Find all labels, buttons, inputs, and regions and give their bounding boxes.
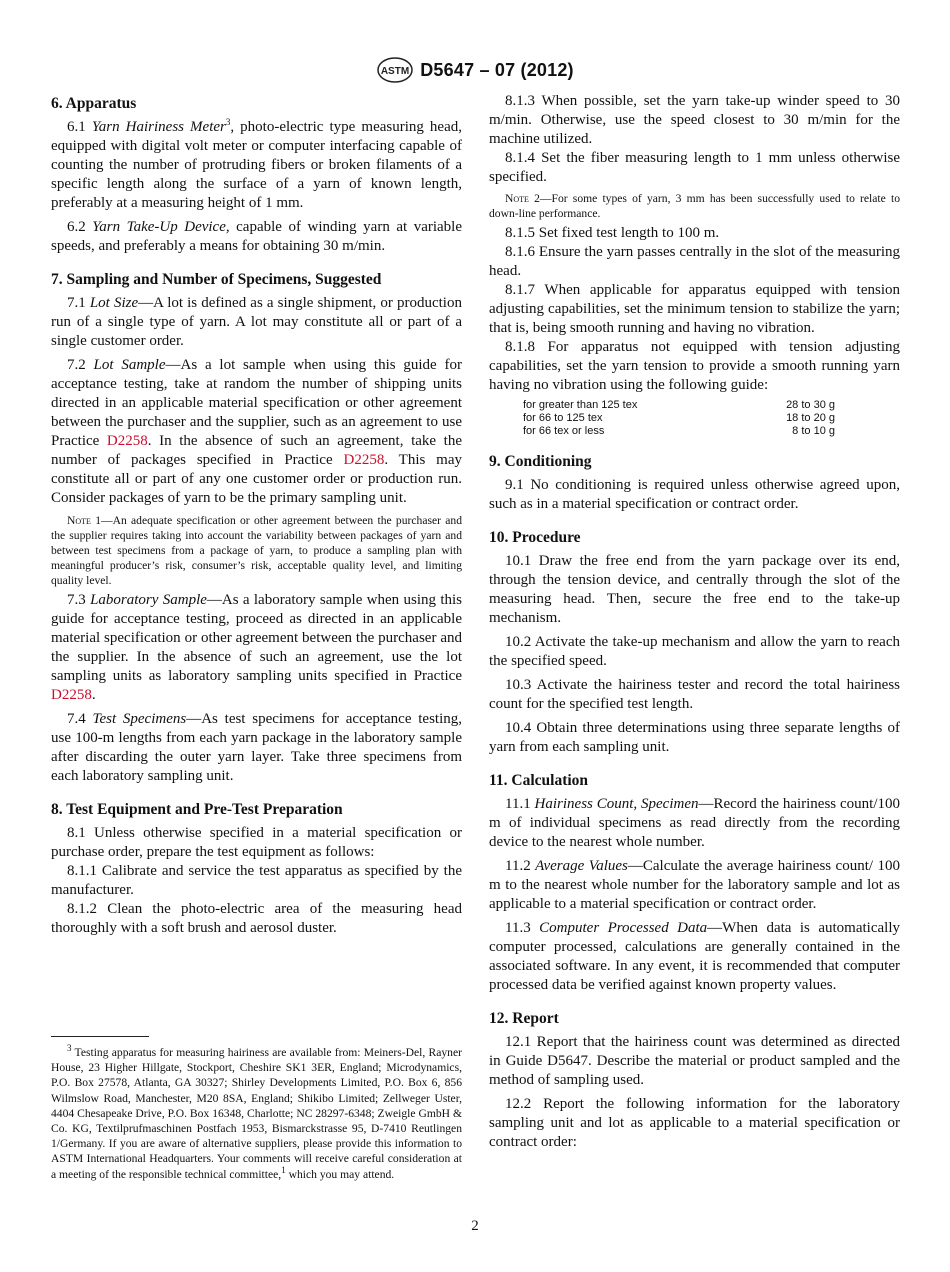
document-id: D5647 – 07 (2012) bbox=[420, 59, 574, 80]
text-run: 8.1.1 Calibrate and service the test apparatus as specified by the manufacturer. bbox=[51, 863, 462, 898]
italic-term: Computer Processed Data bbox=[539, 920, 708, 936]
italic-term: Laboratory Sample bbox=[90, 592, 207, 608]
tension-value: 28 to 30 g bbox=[786, 399, 835, 411]
text-run: 8.1 Unless otherwise specified in a material specification or purchase order, prepare the test equipment as follows: bbox=[51, 825, 462, 860]
italic-term: Lot Size bbox=[89, 295, 139, 311]
section-heading: 11. Calculation bbox=[489, 772, 589, 789]
text-run: , photo-electric type measuring head, equipped with digital volt meter or computer interfacing capable of counting the number of protruding fibers or broken filaments of a specific length along the surface of a yarn of known length, preferably at a measuring height of 1 mm. bbox=[51, 119, 462, 211]
paragraph bbox=[51, 218, 462, 256]
text-run: 11.1 bbox=[505, 796, 535, 812]
footnote-area bbox=[51, 1036, 462, 1182]
paragraph bbox=[489, 224, 900, 243]
standard-link[interactable]: D2258 bbox=[106, 433, 148, 449]
page-header bbox=[0, 56, 950, 84]
text-run: 11.2 bbox=[505, 858, 536, 874]
footnote-3 bbox=[51, 1045, 462, 1182]
paragraph bbox=[51, 900, 462, 938]
text-run: 8.1.7 When applicable for apparatus equipped with tension adjusting capabilities, set the minimum tension to stabilize the yarn; that is, being smooth running and having no vibration. bbox=[489, 282, 900, 336]
section-heading: 9. Conditioning bbox=[489, 453, 592, 470]
text-run: 12.2 Report the following information for the laboratory sampling unit and lot as applicable to a material specification or contract order: bbox=[489, 1096, 900, 1150]
paragraph bbox=[489, 92, 900, 149]
astm-logo-icon bbox=[376, 56, 414, 84]
text-run: 12.1 Report that the hairiness count was determined as directed in Guide D5647. Describe the material or product sampled and the method of sampling used. bbox=[489, 1034, 900, 1088]
text-run: 6.2 bbox=[67, 219, 93, 235]
standard-link[interactable]: D2258 bbox=[343, 452, 385, 468]
paragraph bbox=[489, 795, 900, 852]
section-heading: 8. Test Equipment and Pre-Test Preparation bbox=[51, 801, 343, 818]
yarn-range: for 66 to 125 tex bbox=[523, 412, 603, 424]
footnote-divider bbox=[51, 1036, 149, 1037]
text-run: which you may attend. bbox=[285, 1167, 395, 1181]
table-row bbox=[523, 425, 835, 438]
text-run: 8.1.5 Set fixed test length to 100 m. bbox=[505, 225, 720, 241]
tension-value: 8 to 10 g bbox=[792, 425, 835, 437]
text-run: —As test specimens for acceptance testing, use 100-m lengths from each yarn package in the laboratory sample after discarding the outer yarn layer. Take three specimens from each laboratory sampling unit. bbox=[51, 711, 462, 784]
text-run: 9.1 No conditioning is required unless otherwise agreed upon, such as in a material specification or contract order. bbox=[489, 477, 900, 512]
paragraph bbox=[489, 1033, 900, 1090]
paragraph bbox=[51, 824, 462, 862]
footnote-ref: 1 bbox=[281, 1164, 286, 1175]
note-label: Note bbox=[505, 192, 529, 205]
paragraph bbox=[489, 719, 900, 757]
text-run: 1—An adequate specification or other agreement between the purchaser and the supplier requires taking into account the variability between packages of yarn and between test specimens from a package of yarn, to produce a sampling plan with meaningful producer’s risk, consumer’s risk, acceptable quality level, and limiting quality level. bbox=[51, 514, 462, 587]
right-column bbox=[489, 92, 900, 1157]
paragraph bbox=[489, 633, 900, 671]
text-run: 10.3 Activate the hairiness tester and record the total hairiness count for the specified test length. bbox=[489, 677, 900, 712]
italic-term: Average Values bbox=[535, 858, 628, 874]
paragraph bbox=[51, 710, 462, 786]
page-number: 2 bbox=[471, 1218, 479, 1234]
paragraph bbox=[51, 591, 462, 705]
standard-link[interactable]: D2258 bbox=[51, 687, 92, 703]
text-run: —A lot is defined as a single shipment, or production run of a single type of yarn. A lot may constitute all or part of a single customer order. bbox=[51, 295, 462, 349]
yarn-range: for greater than 125 tex bbox=[523, 399, 638, 411]
paragraph bbox=[489, 1095, 900, 1152]
footnote-ref: 3 bbox=[225, 117, 231, 127]
text-run: . In the absence of such an agreement, take the number of packages specified in Practice bbox=[51, 433, 462, 468]
text-run: capable of winding yarn at variable speeds, and preferably a means for obtaining 30 m/min. bbox=[51, 219, 463, 254]
table-row bbox=[523, 412, 835, 425]
yarn-range: for 66 tex or less bbox=[523, 425, 605, 437]
footnote-ref: 3 bbox=[67, 1043, 72, 1054]
note-label: Note bbox=[67, 514, 91, 527]
section-heading: 10. Procedure bbox=[489, 529, 581, 546]
table-row bbox=[523, 399, 835, 412]
paragraph bbox=[51, 862, 462, 900]
text-run: 10.4 Obtain three determinations using three separate lengths of yarn from each sampling unit. bbox=[489, 720, 900, 755]
paragraph bbox=[51, 118, 462, 213]
text-run: 8.1.3 When possible, set the yarn take-up winder speed to 30 m/min. Otherwise, use the speed closest to 30 m/min for the machine utilized. bbox=[489, 93, 900, 147]
note-paragraph bbox=[51, 513, 462, 588]
italic-term: Hairiness Count, Specimen bbox=[534, 796, 699, 812]
text-run: 7.1 bbox=[67, 295, 90, 311]
svg-text:ASTM: ASTM bbox=[381, 66, 410, 77]
text-run: 7.2 bbox=[67, 357, 94, 373]
text-run: —As a laboratory sample when using this guide for acceptance testing, proceed as directed in an applicable material specification or other agreement between the purchaser and the supplier. In the absence of such an agreement, use the lot sampling units as laboratory sampling units specified in Practice bbox=[51, 592, 462, 684]
paragraph bbox=[489, 919, 900, 995]
paragraph bbox=[489, 476, 900, 514]
paragraph bbox=[489, 676, 900, 714]
paragraph bbox=[489, 552, 900, 628]
italic-term: Lot Sample bbox=[93, 357, 166, 373]
note-paragraph bbox=[489, 191, 900, 221]
paragraph bbox=[489, 243, 900, 281]
paragraph bbox=[489, 857, 900, 914]
text-run: —When data is automatically computer processed, calculations are generally contained in the associated software. In any event, it is recommended that computer processed data be verified against known property values. bbox=[489, 920, 900, 993]
text-run: 6.1 bbox=[67, 119, 92, 135]
text-run: . This may constitute all or part of any one customer order or production run. Consider packages of yarn to be the primary sampling unit. bbox=[51, 452, 462, 506]
text-run: —Record the hairiness count/100 m of individual specimens as read directly from the recording device to the nearest whole number. bbox=[489, 796, 900, 850]
text-run: —As a lot sample when using this guide for acceptance testing, take at random the number of shipping units directed in an applicable material specification or other agreement between the purchaser and the supplier, such as an agreement to use Practice bbox=[51, 357, 462, 449]
text-run: 8.1.2 Clean the photo-electric area of the measuring head thoroughly with a soft brush and aerosol duster. bbox=[51, 901, 462, 936]
text-run: . bbox=[91, 687, 96, 703]
paragraph bbox=[489, 281, 900, 338]
section-heading: 6. Apparatus bbox=[51, 95, 137, 112]
text-run: 7.4 bbox=[67, 711, 93, 727]
section-heading: 7. Sampling and Number of Specimens, Suggested bbox=[51, 271, 382, 288]
paragraph bbox=[489, 149, 900, 187]
text-run: —Calculate the average hairiness count/ 100 m to the nearest whole number for the laboratory sample and lot as applicable to a material specification or contract order. bbox=[489, 858, 900, 912]
section-heading: 12. Report bbox=[489, 1010, 559, 1027]
text-run: 8.1.6 Ensure the yarn passes centrally in the slot of the measuring head. bbox=[489, 244, 900, 279]
tension-guide-table bbox=[523, 399, 835, 438]
left-column bbox=[51, 92, 462, 1202]
text-run: Testing apparatus for measuring hairiness are available from: Meiners-Del, Rayner House, 23 Higher Hillgate, Stockport, Cheshire SK1 3ER, England; Microdynamics, P.O. Box 27578, Atlanta, GA 30327; Shirley Developments Limited, P.O. Box 6, 856 Wilmslow Road, Manchester, M20 8SA, England; Shikibo Limited; Zellweger Uster, 4404 Chesapeake Drive, P.O. Box 16348, Charlotte; NC 28297-6348; Zweigle GmbH & Co. KG, Textilprufmaschinen Postfach 1953, Bismarckstrasse 95, D-7410 Reutlingen 1/Germany. If you are aware of alternative suppliers, please provide this information to ASTM International Headquarters. Your comments will receive careful consideration at a meeting of the responsible technical committee, bbox=[51, 1046, 462, 1181]
text-run: 8.1.4 Set the fiber measuring length to 1 mm unless otherwise specified. bbox=[489, 150, 900, 185]
text-run: 11.3 bbox=[505, 920, 540, 936]
paragraph bbox=[51, 356, 462, 508]
text-run: 2—For some types of yarn, 3 mm has been successfully used to relate to down-line performance. bbox=[489, 192, 900, 220]
paragraph bbox=[489, 338, 900, 395]
italic-term: Yarn Take-Up Device, bbox=[92, 219, 230, 235]
paragraph bbox=[51, 294, 462, 351]
text-run: 7.3 bbox=[67, 592, 91, 608]
italic-term: Yarn Hairiness Meter bbox=[91, 119, 226, 135]
text-run: 8.1.8 For apparatus not equipped with tension adjusting capabilities, set the yarn tension to provide a smooth running yarn having no vibration using the following guide: bbox=[489, 339, 900, 393]
text-run: 10.2 Activate the take-up mechanism and allow the yarn to reach the specified speed. bbox=[489, 634, 900, 669]
text-run: 10.1 Draw the free end from the yarn package over its end, through the tension device, and centrally through the slot of the measuring head. Then, secure the free end to the take-up mechanism. bbox=[489, 553, 900, 626]
tension-value: 18 to 20 g bbox=[786, 412, 835, 424]
italic-term: Test Specimens bbox=[92, 711, 187, 727]
